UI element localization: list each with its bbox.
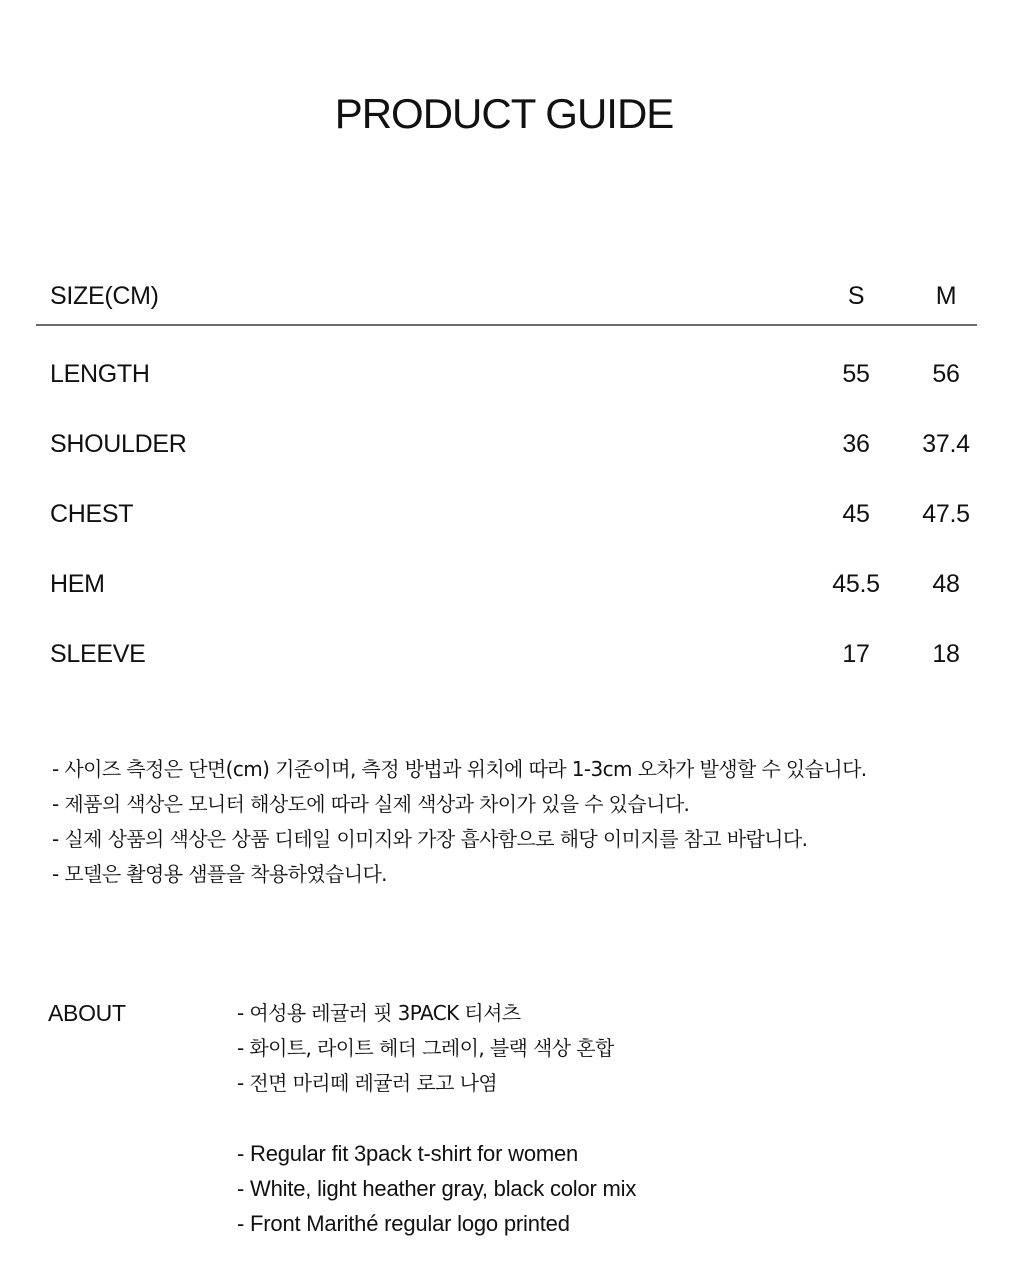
table-row-chest [36, 488, 977, 558]
table-row-shoulder [36, 418, 977, 488]
row-value-m: 18 [932, 640, 960, 668]
row-value-s: 45.5 [832, 570, 880, 598]
about-label: ABOUT [48, 1000, 126, 1026]
row-label: HEM [50, 570, 105, 598]
row-label: LENGTH [50, 360, 150, 388]
size-header-s: S [847, 282, 865, 310]
note-item: - 실제 상품의 색상은 상품 디테일 이미지와 가장 흡사함으로 해당 이미지를 참고 바랍니다. [52, 827, 808, 851]
about-english-item: - White, light heather gray, black color mix [237, 1176, 637, 1201]
about-korean-item: - 화이트, 라이트 헤더 그레이, 블랙 색상 혼합 [237, 1036, 614, 1060]
about-list [237, 998, 636, 1244]
table-divider [36, 324, 977, 326]
page-title: PRODUCT GUIDE [334, 90, 674, 137]
table-row-sleeve [36, 628, 977, 698]
table-row-length [36, 348, 977, 418]
row-value-s: 36 [842, 430, 870, 458]
row-value-s: 55 [842, 360, 870, 388]
note-item: - 제품의 색상은 모니터 해상도에 따라 실제 색상과 차이가 있을 수 있습니다. [52, 792, 690, 816]
about-spacer [237, 1103, 636, 1139]
table-row-hem [36, 558, 977, 628]
size-header-m: M [935, 282, 957, 310]
row-label: SLEEVE [50, 640, 146, 668]
about-english-item: - Regular fit 3pack t-shirt for women [237, 1141, 579, 1166]
row-value-m: 37.4 [922, 430, 970, 458]
row-value-s: 17 [842, 640, 870, 668]
row-value-s: 45 [842, 500, 870, 528]
note-item: - 사이즈 측정은 단면(cm) 기준이며, 측정 방법과 위치에 따라 1-3cm 오차가 발생할 수 있습니다. [52, 757, 867, 781]
size-header-label: SIZE(CM) [50, 282, 159, 310]
note-item: - 모델은 촬영용 샘플을 착용하였습니다. [52, 862, 387, 886]
row-value-m: 48 [932, 570, 960, 598]
row-label: SHOULDER [50, 430, 187, 458]
about-korean-item: - 전면 마리떼 레귤러 로고 나염 [237, 1071, 498, 1095]
row-value-m: 47.5 [922, 500, 970, 528]
size-table-header [36, 270, 977, 324]
notes-list [52, 754, 867, 894]
about-korean-item: - 여성용 레귤러 핏 3PACK 티셔츠 [237, 1001, 521, 1025]
about-english-item: - Front Marithé regular logo printed [237, 1211, 570, 1236]
size-table [36, 270, 977, 698]
row-label: CHEST [50, 500, 134, 528]
row-value-m: 56 [932, 360, 960, 388]
